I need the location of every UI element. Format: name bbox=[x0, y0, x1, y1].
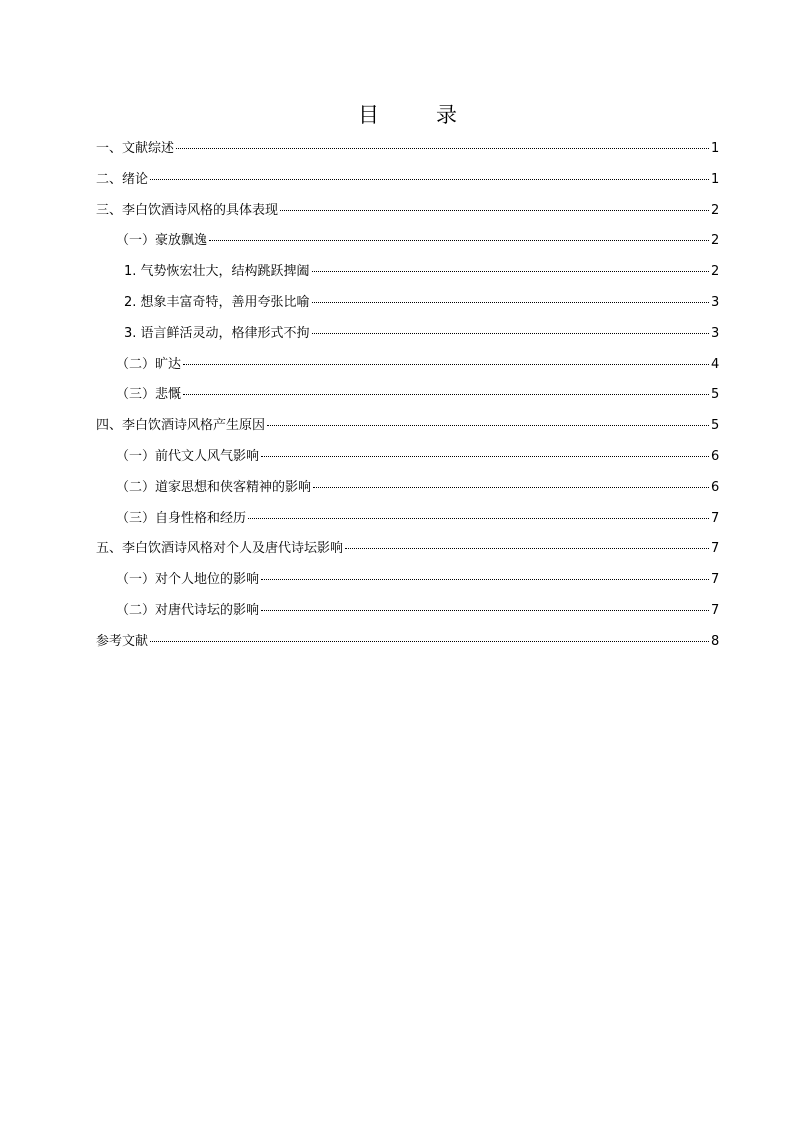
dot-leader bbox=[312, 333, 709, 334]
toc-entry-label: （二）道家思想和侠客精神的影响 bbox=[116, 479, 312, 495]
toc-entry-page-number: 2 bbox=[711, 202, 720, 218]
dot-leader bbox=[312, 302, 709, 303]
toc-entry-page-number: 6 bbox=[711, 479, 720, 495]
toc-list bbox=[96, 140, 719, 664]
toc-entry-label: 三、李白饮酒诗风格的具体表现 bbox=[96, 202, 279, 218]
dot-leader bbox=[280, 210, 709, 211]
toc-entry-page-number: 3 bbox=[711, 294, 720, 310]
dot-leader bbox=[183, 364, 709, 365]
toc-entry[interactable] bbox=[96, 356, 719, 387]
toc-entry[interactable] bbox=[96, 202, 719, 233]
toc-entry-label: 参考文献 bbox=[96, 633, 149, 649]
dot-leader bbox=[261, 456, 709, 457]
toc-entry-page-number: 2 bbox=[711, 264, 720, 280]
dot-leader bbox=[248, 518, 709, 519]
dot-leader bbox=[183, 394, 709, 395]
toc-entry-label: （二）旷达 bbox=[116, 356, 182, 372]
toc-entry[interactable] bbox=[96, 140, 719, 171]
toc-entry-page-number: 6 bbox=[711, 448, 720, 464]
toc-page bbox=[96, 100, 719, 664]
toc-entry-label: （一）对个人地位的影响 bbox=[116, 572, 260, 588]
toc-entry[interactable] bbox=[96, 386, 719, 417]
toc-entry[interactable] bbox=[96, 633, 719, 664]
toc-title: 目 录 bbox=[358, 103, 475, 127]
dot-leader bbox=[312, 271, 709, 272]
toc-entry-page-number: 7 bbox=[711, 602, 720, 618]
toc-entry-label: 二、绪论 bbox=[96, 171, 149, 187]
toc-entry-page-number: 8 bbox=[711, 633, 720, 649]
toc-entry-label: 五、李白饮酒诗风格对个人及唐代诗坛影响 bbox=[96, 541, 344, 557]
dot-leader bbox=[345, 548, 709, 549]
toc-entry-page-number: 5 bbox=[711, 418, 720, 434]
toc-entry[interactable] bbox=[96, 232, 719, 263]
dot-leader bbox=[209, 240, 709, 241]
toc-entry-page-number: 1 bbox=[711, 141, 720, 156]
toc-entry[interactable] bbox=[96, 448, 719, 479]
toc-entry[interactable] bbox=[96, 294, 719, 325]
toc-entry[interactable] bbox=[96, 571, 719, 602]
toc-entry-page-number: 5 bbox=[711, 387, 720, 403]
toc-entry[interactable] bbox=[96, 540, 719, 571]
toc-entry-label: （一）前代文人风气影响 bbox=[116, 448, 260, 464]
toc-entry[interactable] bbox=[96, 602, 719, 633]
toc-entry-page-number: 1 bbox=[711, 171, 720, 187]
toc-entry-page-number: 4 bbox=[711, 356, 720, 372]
dot-leader bbox=[176, 148, 709, 149]
toc-entry-label: （三）自身性格和经历 bbox=[116, 510, 247, 526]
dot-leader bbox=[267, 425, 709, 426]
toc-entry[interactable] bbox=[96, 171, 719, 202]
dot-leader bbox=[261, 610, 709, 611]
toc-entry-page-number: 7 bbox=[711, 541, 720, 557]
toc-entry-label: （二）对唐代诗坛的影响 bbox=[116, 602, 260, 618]
toc-entry-label: 四、李白饮酒诗风格产生原因 bbox=[96, 418, 266, 434]
toc-entry-page-number: 2 bbox=[711, 233, 720, 249]
dot-leader bbox=[150, 179, 709, 180]
toc-entry-page-number: 7 bbox=[711, 572, 720, 588]
dot-leader bbox=[313, 487, 709, 488]
toc-entry[interactable] bbox=[96, 479, 719, 510]
toc-entry-label: 2. 想象丰富奇特，善用夸张比喻 bbox=[124, 294, 310, 310]
toc-entry-label: （三）悲慨 bbox=[116, 387, 182, 403]
dot-leader bbox=[261, 579, 709, 580]
dot-leader bbox=[150, 641, 709, 642]
toc-entry-label: （一）豪放飘逸 bbox=[116, 233, 208, 249]
toc-entry[interactable] bbox=[96, 417, 719, 448]
toc-entry-page-number: 7 bbox=[711, 510, 720, 526]
toc-entry[interactable] bbox=[96, 263, 719, 294]
toc-entry-label: 1. 气势恢宏壮大，结构跳跃捭阖 bbox=[124, 264, 310, 280]
toc-entry[interactable] bbox=[96, 325, 719, 356]
toc-entry-page-number: 3 bbox=[711, 325, 720, 341]
toc-entry[interactable] bbox=[96, 510, 719, 541]
toc-entry-label: 3. 语言鲜活灵动，格律形式不拘 bbox=[124, 325, 310, 341]
toc-entry-label: 一、文献综述 bbox=[96, 141, 175, 156]
